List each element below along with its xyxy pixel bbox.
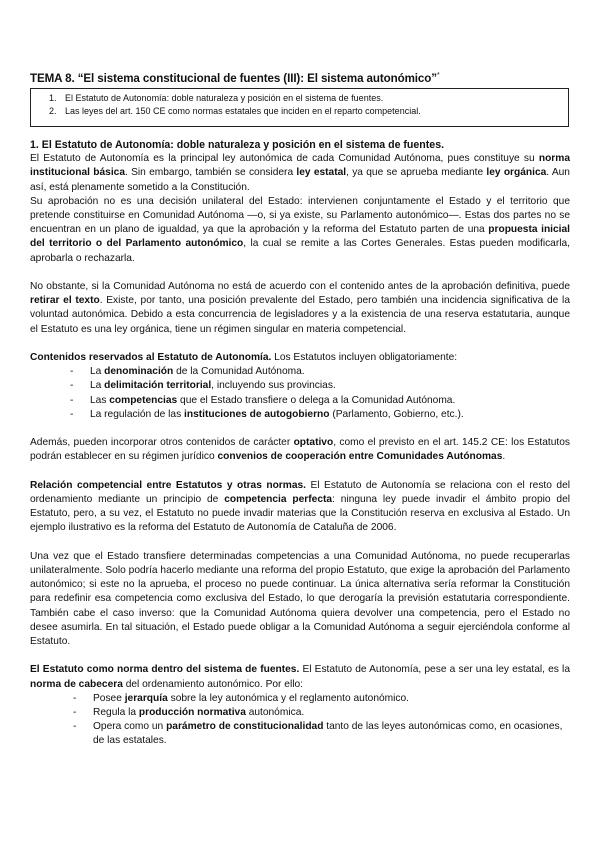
topic-index-box xyxy=(30,88,569,127)
list-item: - Opera como un parámetro de constitucionalidad tanto de las leyes autonómicas como, en ocasiones, de las estatales. xyxy=(30,720,570,748)
document-body xyxy=(30,138,570,749)
reserved-contents-list xyxy=(30,365,570,422)
paragraph: El Estatuto como norma dentro del sistema de fuentes. El Estatuto de Autonomía, pese a ser una ley estatal, es la norma de cabecera del ordenamiento autonómico. Por ello: xyxy=(30,664,570,690)
paragraph: Su aprobación no es una decisión unilateral del Estado: intervienen conjuntamente el Estado y el territorio que pretende constituirse en Comunidad Autónoma —o, si ya existe, su Parlamento autonómico—. Estas dos partes no se encuentran en un plano de igualdad, ya que la aprobación y la reforma del Estatuto parten de una propuesta inicial del territorio o del Parlamento autonómico, la cual se remite a las Cortes Generales. Estas pueden modificarla, aprobarla o rechazarla. xyxy=(30,195,571,264)
title-footnote-mark: * xyxy=(436,72,440,80)
list-item: - La regulación de las instituciones de autogobierno (Parlamento, Gobierno, etc.). xyxy=(30,408,570,422)
paragraph: El Estatuto de Autonomía es la principal ley autonómica de cada Comunidad Autónoma, pues constituye su norma institucional básica. Sin embargo, también se considera ley estatal, ya que se aprueba mediante ley orgánica. Aun así, está plenamente sometido a la Constitución. xyxy=(30,153,570,193)
document-title: TEMA 8. “El sistema constitucional de fuentes (III): El sistema autonómico”* xyxy=(30,72,440,85)
list-item: - Regula la producción normativa autonómica. xyxy=(30,706,570,720)
list-item: - Las competencias que el Estado transfiere o delega a la Comunidad Autónoma. xyxy=(30,394,570,408)
index-item: 1. El Estatuto de Autonomía: doble naturaleza y posición en el sistema de fuentes. xyxy=(59,92,568,105)
paragraph: Relación competencial entre Estatutos y otras normas. El Estatuto de Autonomía se relaciona con el resto del ordenamiento mediante un principio de competencia perfecta: ninguna ley puede invadir el ámbito propio del Estatuto, pero, a su vez, el Estatuto no puede invadir materias que la Constitución reserva en exclusiva al Estado. Un ejemplo ilustrativo es la reforma del Estatuto de Autonomía de Cataluña de 2006. xyxy=(30,479,571,534)
paragraph: Además, pueden incorporar otros contenidos de carácter optativo, como el previsto en el art. 145.2 CE: los Estatutos podrán establecer en su régimen jurídico convenios de cooperación entre Comunidades Autónomas. xyxy=(30,437,570,463)
index-item: 2. Las leyes del art. 150 CE como normas estatales que inciden en el reparto competencial. xyxy=(59,105,568,118)
topic-index-list xyxy=(31,89,568,117)
list-item: - Posee jerarquía sobre la ley autonómica y el reglamento autonómico. xyxy=(30,692,570,706)
paragraph: Una vez que el Estado transfiere determinadas competencias a una Comunidad Autónoma, no puede recuperarlas unilateralmente. Solo podría hacerlo mediante una reforma del propio Estatuto, que exige la aprobación del Parlamento autonómico; si este no la aprueba, el proceso no puede continuar. La única alternativa sería reformar la Constitución para redefinir esa competencia como exclusiva del Estado, lo que derogaría la previsión estatutaria correspondiente. También cabe el caso inverso: que la Comunidad Autónoma quiera devolver una competencia, pero el Estado no desee asumirla. En tal situación, el Estado puede obligar a la Comunidad Autónoma a seguir ejerciéndola conforme al Estatuto. xyxy=(30,550,570,648)
paragraph: No obstante, si la Comunidad Autónoma no está de acuerdo con el contenido antes de la aprobación definitiva, puede retirar el texto. Existe, por tanto, una posición prevalente del Estado, pero también una incidencia significativa de la voluntad autonómica. Debido a esta concurrencia de legisladores y a la existencia de una reserva estatutaria, aunque el Estatuto es una ley orgánica, tiene un régimen singular en materia competencial. xyxy=(30,281,570,335)
subsection-lead: Contenidos reservados al Estatuto de Autonomía. Los Estatutos incluyen obligatoriamente: xyxy=(30,352,458,364)
list-item: - La denominación de la Comunidad Autónoma. xyxy=(30,365,570,379)
section-heading: 1. El Estatuto de Autonomía: doble naturaleza y posición en el sistema de fuentes. xyxy=(30,139,445,151)
list-item: - La delimitación territorial, incluyendo sus provincias. xyxy=(30,379,570,393)
norma-features-list xyxy=(30,692,570,749)
